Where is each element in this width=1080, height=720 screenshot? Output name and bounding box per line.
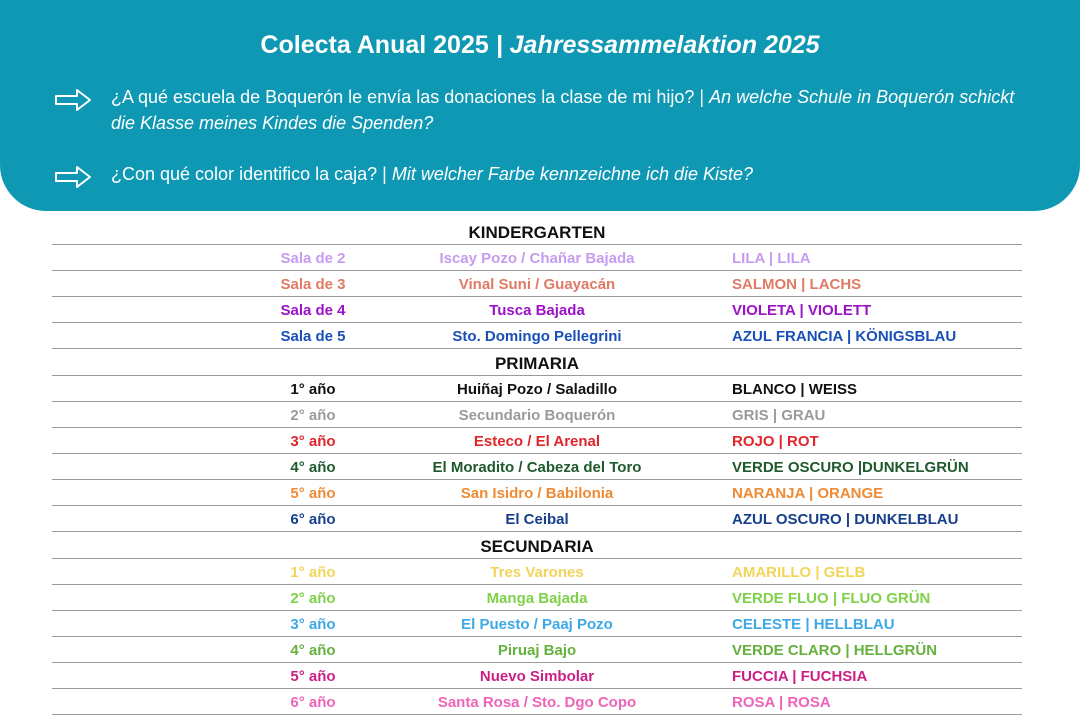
- grade-cell: 6° año: [290, 511, 336, 528]
- question-color: [111, 161, 1020, 187]
- school-cell: Nuevo Simbolar: [479, 668, 595, 685]
- arrow-right-icon: [54, 88, 92, 112]
- school-cell: Iscay Pozo / Chañar Bajada: [439, 250, 635, 267]
- section-header: [52, 349, 1022, 376]
- box-color-cell: BLANCO | WEISS: [732, 381, 858, 398]
- school-cell: Secundario Boquerón: [458, 407, 616, 424]
- box-color-cell: VERDE CLARO | HELLGRÜN: [732, 642, 938, 659]
- school-cell: Tres Varones: [490, 564, 584, 581]
- table-row: [52, 376, 1022, 402]
- page-title: [0, 31, 1080, 60]
- section-title: SECUNDARIA: [480, 537, 594, 556]
- box-color-cell: NARANJA | ORANGE: [732, 485, 884, 502]
- grade-cell: Sala de 2: [280, 250, 346, 267]
- table-row: [52, 454, 1022, 480]
- grade-cell: 2° año: [290, 407, 336, 424]
- school-cell: El Ceibal: [505, 511, 569, 528]
- school-cell: Vinal Suni / Guayacán: [458, 276, 616, 293]
- question-school-de: An welche Schule in Boquerón schickt die Klasse meines Kindes die Spenden?: [111, 87, 1015, 133]
- box-color-cell: SALMON | LACHS: [732, 276, 862, 293]
- title-es: Colecta Anual 2025: [260, 31, 489, 59]
- question-color-es: ¿Con qué color identifico la caja? |: [111, 164, 392, 184]
- grade-cell: Sala de 5: [280, 328, 346, 345]
- box-color-cell: CELESTE | HELLBLAU: [732, 616, 895, 633]
- table-row: [52, 506, 1022, 532]
- school-cell: Huiñaj Pozo / Saladillo: [456, 381, 618, 398]
- grade-cell: Sala de 4: [280, 302, 346, 319]
- box-color-cell: ROSA | ROSA: [732, 694, 831, 711]
- grade-cell: 3° año: [290, 616, 336, 633]
- grade-cell: 4° año: [290, 642, 336, 659]
- school-cell: Manga Bajada: [486, 590, 588, 607]
- section-title: PRIMARIA: [494, 354, 580, 373]
- school-cell: San Isidro / Babilonia: [460, 485, 614, 502]
- arrow-right-icon: [54, 165, 92, 189]
- school-cell: Esteco / El Arenal: [473, 433, 601, 450]
- school-cell: El Puesto / Paaj Pozo: [461, 616, 613, 633]
- table-row: [52, 428, 1022, 454]
- box-color-cell: FUCCIA | FUCHSIA: [732, 668, 868, 685]
- table-row: [52, 559, 1022, 585]
- table-row: [52, 402, 1022, 428]
- question-color-de: Mit welcher Farbe kennzeichne ich die Kiste?: [391, 164, 754, 184]
- box-color-cell: AZUL OSCURO | DUNKELBLAU: [732, 511, 959, 528]
- question-school-es: ¿A qué escuela de Boquerón le envía las donaciones la clase de mi hijo? |: [111, 87, 710, 107]
- table-row: [52, 611, 1022, 637]
- box-color-cell: VERDE OSCURO |DUNKELGRÜN: [732, 459, 969, 476]
- grade-cell: 3° año: [290, 433, 336, 450]
- table-row: [52, 689, 1022, 715]
- table-row: [52, 585, 1022, 611]
- assignment-table: [52, 218, 1022, 715]
- box-color-cell: VERDE FLUO | FLUO GRÜN: [732, 590, 931, 607]
- box-color-cell: LILA | LILA: [732, 250, 811, 267]
- section-header: [52, 218, 1022, 245]
- school-cell: Santa Rosa / Sto. Dgo Copo: [437, 694, 637, 711]
- table-row: [52, 297, 1022, 323]
- table-row: [52, 663, 1022, 689]
- school-cell: Sto. Domingo Pellegrini: [452, 328, 622, 345]
- header-banner: [0, 0, 1080, 211]
- box-color-cell: ROJO | ROT: [732, 433, 819, 450]
- box-color-cell: GRIS | GRAU: [732, 407, 826, 424]
- school-cell: Tusca Bajada: [489, 302, 585, 319]
- grade-cell: 4° año: [290, 459, 336, 476]
- section-title: KINDERGARTEN: [468, 223, 606, 242]
- box-color-cell: AZUL FRANCIA | KÖNIGSBLAU: [732, 328, 957, 345]
- grade-cell: 5° año: [290, 668, 336, 685]
- box-color-cell: AMARILLO | GELB: [732, 564, 866, 581]
- grade-cell: 6° año: [290, 694, 336, 711]
- table-row: [52, 637, 1022, 663]
- school-cell: El Moradito / Cabeza del Toro: [432, 459, 642, 476]
- grade-cell: 1° año: [290, 381, 336, 398]
- school-cell: Piruaj Bajo: [497, 642, 577, 659]
- grade-cell: 5° año: [290, 485, 336, 502]
- grade-cell: 2° año: [290, 590, 336, 607]
- question-school: [111, 84, 1020, 136]
- title-de: | Jahressammelaktion 2025: [488, 31, 820, 59]
- grade-cell: 1° año: [290, 564, 336, 581]
- section-header: [52, 532, 1022, 559]
- table-row: [52, 245, 1022, 271]
- table-row: [52, 480, 1022, 506]
- table-row: [52, 271, 1022, 297]
- box-color-cell: VIOLETA | VIOLETT: [732, 302, 872, 319]
- grade-cell: Sala de 3: [280, 276, 346, 293]
- table-row: [52, 323, 1022, 349]
